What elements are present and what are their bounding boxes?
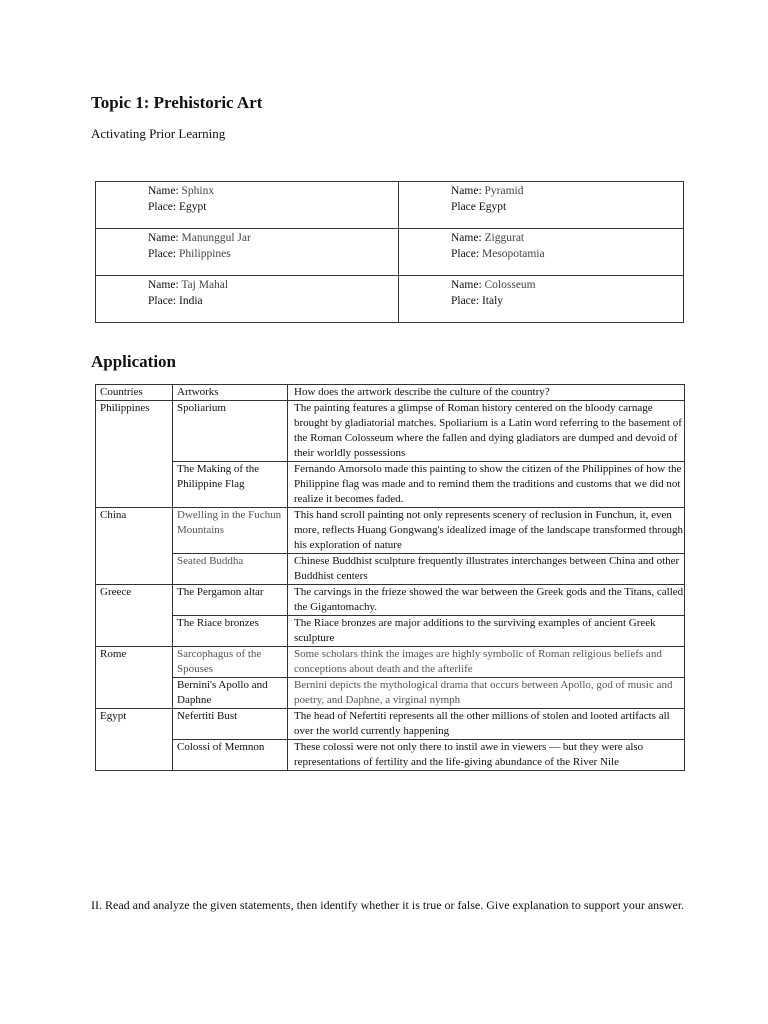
name-value: Ziggurat (484, 232, 525, 244)
description-cell: Fernando Amorsolo made this painting to show the citizen of the Philippines of how the Philippine flag was made and to remind them the traditions and customs that we did not realize it becomes faded. (288, 462, 685, 508)
grid-row (96, 229, 684, 276)
name-label: Name: (450, 279, 482, 291)
name-label: Name: (450, 185, 482, 197)
country-cell: Egypt (96, 709, 173, 771)
place-value: Philippines (178, 248, 231, 260)
name-value: Pyramid (484, 185, 524, 197)
table-row (96, 678, 685, 709)
page-title: Topic 1: Prehistoric Art (91, 93, 263, 112)
description-cell: The painting features a glimpse of Roman history centered on the bloody carnage brought by gladiatorial matches. Spoliarium is a Latin word referring to the basement of the Roman Colosseum where the fallen and dying gladiators are dumped and devoid of their worldly possessions (288, 401, 685, 462)
grid-cell (96, 182, 399, 229)
table-row (96, 647, 685, 678)
table-row (96, 585, 685, 616)
grid-row (96, 276, 684, 323)
place-label: Place (450, 201, 476, 213)
place-label: Place: (148, 201, 177, 213)
artwork-cell: Spoliarium (173, 401, 288, 462)
place-label: Place: (148, 295, 177, 307)
description-cell: The head of Nefertiti represents all the other millions of stolen and looted artifacts all over the world currently happening (288, 709, 685, 740)
header-artworks: Artworks (173, 385, 288, 401)
place-value: Egypt (178, 201, 207, 213)
place-value: Egypt (478, 201, 507, 213)
name-value: Manunggul Jar (181, 232, 251, 244)
grid-row (96, 182, 684, 229)
grid-cell (96, 276, 399, 323)
table-row (96, 462, 685, 508)
description-cell: Chinese Buddhist sculpture frequently illustrates interchanges between China and other Buddhist centers (288, 554, 685, 585)
artwork-cell: Bernini's Apollo and Daphne (173, 678, 288, 709)
country-cell: China (96, 508, 173, 585)
artwork-cell: Colossi of Memnon (173, 740, 288, 771)
artwork-cell: Nefertiti Bust (173, 709, 288, 740)
name-value: Colosseum (484, 279, 536, 291)
description-cell: The carvings in the frieze showed the war between the Greek gods and the Titans, called the Gigantomachy. (288, 585, 685, 616)
grid-cell (96, 229, 399, 276)
place-label: Place: (450, 295, 480, 307)
table-row (96, 401, 685, 462)
header-description: How does the artwork describe the culture of the country? (288, 385, 685, 401)
place-value: Italy (481, 295, 504, 307)
name-label: Name: (450, 232, 482, 244)
description-cell: These colossi were not only there to instil awe in viewers — but they were also representations of fertility and the life-giving abundance of the River Nile (288, 740, 685, 771)
description-cell: This hand scroll painting not only represents scenery of reclusion in Funchun, it, even more, reflects Huang Gongwang's idealized image of the landscape transformed through his exploration of nature (288, 508, 685, 554)
artwork-cell: Dwelling in the Fuchun Mountains (173, 508, 288, 554)
table-header-row (96, 385, 685, 401)
instruction-text: II. Read and analyze the given statements, then identify whether it is true or false. Give explanation to support your answer. (91, 898, 685, 912)
table-row (96, 616, 685, 647)
name-value: Sphinx (181, 185, 215, 197)
place-value: Mesopotamia (481, 248, 545, 260)
artwork-cell: Sarcophagus of the Spouses (173, 647, 288, 678)
table-row (96, 554, 685, 585)
place-value: India (178, 295, 203, 307)
section-subtitle: Activating Prior Learning (91, 126, 226, 141)
name-label: Name: (148, 279, 179, 291)
country-cell: Rome (96, 647, 173, 709)
header-countries: Countries (96, 385, 173, 401)
country-cell: Philippines (96, 401, 173, 508)
monuments-grid (95, 181, 684, 323)
place-label: Place: (450, 248, 480, 260)
name-value: Taj Mahal (181, 279, 229, 291)
artwork-cell: The Making of the Philippine Flag (173, 462, 288, 508)
grid-cell (398, 182, 683, 229)
artwork-cell: Seated Buddha (173, 554, 288, 585)
description-cell: Some scholars think the images are highly symbolic of Roman religious beliefs and conceptions about death and the afterlife (288, 647, 685, 678)
application-table (95, 384, 685, 771)
place-label: Place: (148, 248, 177, 260)
table-row (96, 709, 685, 740)
country-cell: Greece (96, 585, 173, 647)
application-heading: Application (91, 352, 177, 371)
grid-cell (398, 229, 683, 276)
grid-cell (398, 276, 683, 323)
artwork-cell: The Riace bronzes (173, 616, 288, 647)
name-label: Name: (148, 185, 179, 197)
artwork-cell: The Pergamon altar (173, 585, 288, 616)
name-label: Name: (148, 232, 179, 244)
description-cell: Bernini depicts the mythological drama that occurs between Apollo, god of music and poetry, and Daphne, a virginal nymph (288, 678, 685, 709)
table-row (96, 508, 685, 554)
table-row (96, 740, 685, 771)
description-cell: The Riace bronzes are major additions to the surviving examples of ancient Greek sculpture (288, 616, 685, 647)
